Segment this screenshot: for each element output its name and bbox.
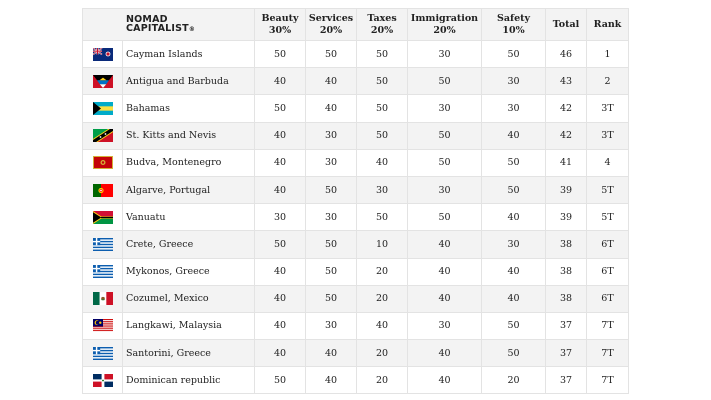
services-score: 30 xyxy=(306,312,357,339)
montenegro-flag-icon xyxy=(83,149,123,176)
safety-score: 50 xyxy=(482,176,546,203)
destination-name: Algarve, Portugal xyxy=(123,176,255,203)
immigration-score: 30 xyxy=(408,312,482,339)
safety-score: 40 xyxy=(482,258,546,285)
destination-name: Cozumel, Mexico xyxy=(123,285,255,312)
stkitts-flag-icon xyxy=(83,122,123,149)
services-score: 50 xyxy=(306,41,357,68)
rank-score: 5T xyxy=(587,176,629,203)
beauty-score: 40 xyxy=(255,68,306,95)
rank-score: 7T xyxy=(587,340,629,367)
total-score: 38 xyxy=(546,258,587,285)
header-safety[interactable]: Safety 10% xyxy=(482,9,546,41)
table-row[interactable] xyxy=(83,285,629,312)
total-score: 42 xyxy=(546,95,587,122)
total-score: 42 xyxy=(546,122,587,149)
destination-name: Santorini, Greece xyxy=(123,340,255,367)
beauty-score: 40 xyxy=(255,149,306,176)
rank-score: 6T xyxy=(587,258,629,285)
safety-score: 50 xyxy=(482,340,546,367)
table-row[interactable] xyxy=(83,95,629,122)
rank-score: 3T xyxy=(587,95,629,122)
total-score: 43 xyxy=(546,68,587,95)
total-score: 39 xyxy=(546,204,587,231)
services-score: 50 xyxy=(306,176,357,203)
table-row[interactable] xyxy=(83,340,629,367)
services-score: 50 xyxy=(306,231,357,258)
destination-name: Budva, Montenegro xyxy=(123,149,255,176)
table-row[interactable] xyxy=(83,122,629,149)
total-score: 38 xyxy=(546,285,587,312)
services-score: 30 xyxy=(306,149,357,176)
greece-flag-icon xyxy=(83,340,123,367)
beauty-score: 50 xyxy=(255,41,306,68)
services-score: 40 xyxy=(306,95,357,122)
total-score: 46 xyxy=(546,41,587,68)
total-score: 41 xyxy=(546,149,587,176)
destination-name: Mykonos, Greece xyxy=(123,258,255,285)
services-score: 40 xyxy=(306,340,357,367)
header-services[interactable]: Services 20% xyxy=(306,9,357,41)
taxes-score: 10 xyxy=(357,231,408,258)
malaysia-flag-icon xyxy=(83,312,123,339)
rank-score: 6T xyxy=(587,231,629,258)
services-score: 40 xyxy=(306,68,357,95)
header-immigration[interactable]: Immigration 20% xyxy=(408,9,482,41)
header-taxes[interactable]: Taxes 20% xyxy=(357,9,408,41)
safety-score: 20 xyxy=(482,367,546,394)
destination-name: St. Kitts and Nevis xyxy=(123,122,255,149)
beauty-score: 40 xyxy=(255,285,306,312)
beauty-score: 40 xyxy=(255,122,306,149)
rank-score: 1 xyxy=(587,41,629,68)
header-beauty[interactable]: Beauty 30% xyxy=(255,9,306,41)
table-row[interactable] xyxy=(83,231,629,258)
greece-flag-icon xyxy=(83,231,123,258)
dominican-flag-icon xyxy=(83,367,123,394)
rank-score: 4 xyxy=(587,149,629,176)
rank-score: 7T xyxy=(587,367,629,394)
table-row[interactable] xyxy=(83,367,629,394)
taxes-score: 20 xyxy=(357,340,408,367)
immigration-score: 50 xyxy=(408,122,482,149)
beauty-score: 40 xyxy=(255,258,306,285)
bahamas-flag-icon xyxy=(83,95,123,122)
table-row[interactable] xyxy=(83,176,629,203)
safety-score: 40 xyxy=(482,204,546,231)
greece-flag-icon xyxy=(83,258,123,285)
services-score: 50 xyxy=(306,258,357,285)
beauty-score: 30 xyxy=(255,204,306,231)
total-score: 38 xyxy=(546,231,587,258)
taxes-score: 50 xyxy=(357,204,408,231)
destination-name: Cayman Islands xyxy=(123,41,255,68)
destination-name: Dominican republic xyxy=(123,367,255,394)
table-row[interactable] xyxy=(83,312,629,339)
taxes-score: 50 xyxy=(357,95,408,122)
services-score: 40 xyxy=(306,367,357,394)
services-score: 30 xyxy=(306,204,357,231)
safety-score: 40 xyxy=(482,122,546,149)
beauty-score: 40 xyxy=(255,176,306,203)
beauty-score: 50 xyxy=(255,367,306,394)
total-score: 37 xyxy=(546,367,587,394)
safety-score: 30 xyxy=(482,95,546,122)
immigration-score: 40 xyxy=(408,285,482,312)
taxes-score: 20 xyxy=(357,367,408,394)
immigration-score: 50 xyxy=(408,149,482,176)
safety-score: 30 xyxy=(482,68,546,95)
total-score: 37 xyxy=(546,312,587,339)
table-row[interactable] xyxy=(83,258,629,285)
immigration-score: 40 xyxy=(408,367,482,394)
taxes-score: 50 xyxy=(357,41,408,68)
services-score: 50 xyxy=(306,285,357,312)
table-row[interactable] xyxy=(83,149,629,176)
nomad-capitalist-logo: NOMAD CAPITALIST® xyxy=(126,13,196,34)
taxes-score: 50 xyxy=(357,68,408,95)
rank-score: 2 xyxy=(587,68,629,95)
ranking-table-container xyxy=(82,8,628,394)
rank-score: 7T xyxy=(587,312,629,339)
safety-score: 50 xyxy=(482,149,546,176)
beauty-score: 40 xyxy=(255,312,306,339)
beauty-score: 40 xyxy=(255,340,306,367)
destination-name: Vanuatu xyxy=(123,204,255,231)
vanuatu-flag-icon xyxy=(83,204,123,231)
beauty-score: 50 xyxy=(255,95,306,122)
destination-name: Crete, Greece xyxy=(123,231,255,258)
taxes-score: 50 xyxy=(357,122,408,149)
safety-score: 40 xyxy=(482,285,546,312)
taxes-score: 20 xyxy=(357,285,408,312)
rank-score: 6T xyxy=(587,285,629,312)
immigration-score: 30 xyxy=(408,176,482,203)
safety-score: 30 xyxy=(482,231,546,258)
immigration-score: 30 xyxy=(408,41,482,68)
immigration-score: 50 xyxy=(408,68,482,95)
destination-name: Antigua and Barbuda xyxy=(123,68,255,95)
safety-score: 50 xyxy=(482,312,546,339)
taxes-score: 40 xyxy=(357,149,408,176)
immigration-score: 50 xyxy=(408,204,482,231)
taxes-score: 40 xyxy=(357,312,408,339)
header-row xyxy=(83,9,629,41)
table-row[interactable] xyxy=(83,41,629,68)
header-total[interactable]: Total xyxy=(546,9,587,41)
beauty-score: 50 xyxy=(255,231,306,258)
mexico-flag-icon xyxy=(83,285,123,312)
destination-name: Bahamas xyxy=(123,95,255,122)
table-row[interactable] xyxy=(83,68,629,95)
cayman-flag-icon xyxy=(83,41,123,68)
immigration-score: 40 xyxy=(408,258,482,285)
antigua-flag-icon xyxy=(83,68,123,95)
safety-score: 50 xyxy=(482,41,546,68)
rank-score: 5T xyxy=(587,204,629,231)
immigration-score: 40 xyxy=(408,231,482,258)
portugal-flag-icon xyxy=(83,176,123,203)
ranking-table xyxy=(82,8,629,394)
rank-score: 3T xyxy=(587,122,629,149)
logo-cell xyxy=(83,9,255,41)
taxes-score: 30 xyxy=(357,176,408,203)
header-rank[interactable]: Rank xyxy=(587,9,629,41)
table-row[interactable] xyxy=(83,204,629,231)
total-score: 37 xyxy=(546,340,587,367)
immigration-score: 30 xyxy=(408,95,482,122)
total-score: 39 xyxy=(546,176,587,203)
destination-name: Langkawi, Malaysia xyxy=(123,312,255,339)
taxes-score: 20 xyxy=(357,258,408,285)
immigration-score: 40 xyxy=(408,340,482,367)
services-score: 30 xyxy=(306,122,357,149)
